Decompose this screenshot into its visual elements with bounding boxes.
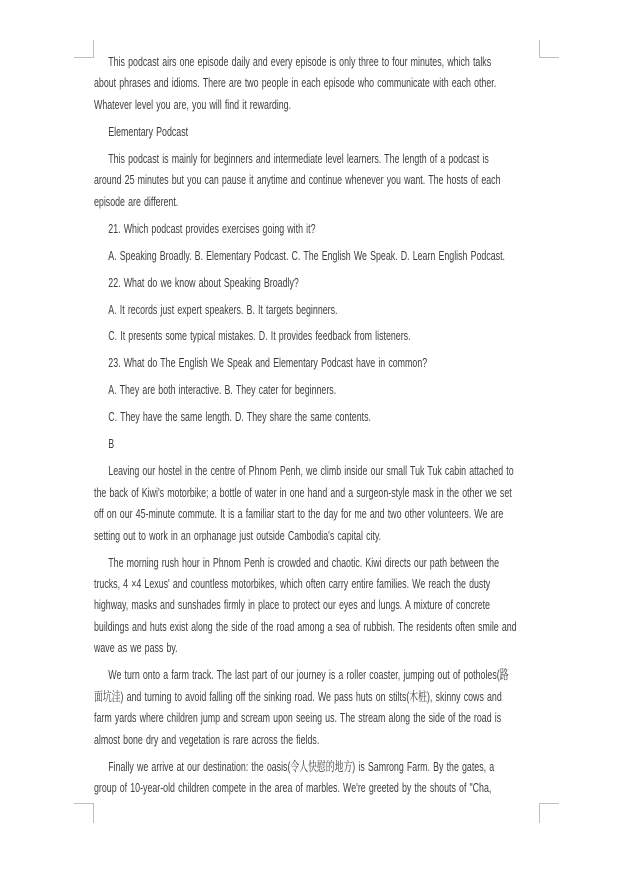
paragraph <box>94 379 556 400</box>
text-line: 21. Which podcast provides exercises going with it? <box>108 220 316 236</box>
text-line: about phrases and idioms. There are two people in each episode who communicate with each other. <box>94 75 497 91</box>
text-line: This podcast is mainly for beginners and intermediate level learners. The length of a podcast is <box>108 150 489 166</box>
paragraph <box>94 460 556 546</box>
text-line: 23. What do The English We Speak and Elementary Podcast have in common? <box>108 355 428 371</box>
paragraph <box>94 325 556 346</box>
text-line: C. They have the same length. D. They share the same contents. <box>108 409 371 425</box>
text-line: Leaving our hostel in the centre of Phnom Penh, we climb inside our small Tuk Tuk cabin attached to <box>108 463 514 479</box>
text-line: The morning rush hour in Phnom Penh is crowded and chaotic. Kiwi directs our path between the <box>108 554 500 570</box>
text-line: 面坑洼) and turning to avoid falling off the sinking road. We pass huts on stilts(木桩), skinny cows and <box>94 688 502 704</box>
paragraph <box>94 121 556 142</box>
text-line: Whatever level you are, you will find it rewarding. <box>94 96 292 112</box>
text-line: Finally we arrive at our destination: the oasis(令人快慰的地方) is Samrong Farm. By the gates, a <box>108 758 495 774</box>
text-line: A. They are both interactive. B. They cater for beginners. <box>108 382 337 398</box>
text-line: farm yards where children jump and scream upon seeing us. The stream along the side of the road is <box>94 710 502 726</box>
text-line: C. It presents some typical mistakes. D. It provides feedback from listeners. <box>108 328 411 344</box>
text-line: setting out to work in an orphanage just outside Cambodia's capital city. <box>94 527 382 543</box>
paragraph <box>94 272 556 293</box>
text-line: the back of Kiwi's motorbike; a bottle of water in one hand and a surgeon-style mask in the other we set <box>94 484 512 500</box>
text-line: trucks, 4 ×4 Lexus' and countless motorbikes, which often carry entire families. We reach the dusty <box>94 576 491 592</box>
text-line: episode are different. <box>94 193 179 209</box>
paragraph <box>94 245 556 266</box>
paragraph <box>94 552 556 659</box>
paragraph <box>94 148 556 212</box>
text-line: wave as we pass by. <box>94 640 178 656</box>
paragraph <box>94 756 556 799</box>
text-line: almost bone dry and vegetation is rare across the fields. <box>94 731 320 747</box>
text-line: We turn onto a farm track. The last part of our journey is a roller coaster, jumping out of potholes(路 <box>108 667 509 683</box>
paragraph <box>94 51 556 115</box>
paragraph <box>94 352 556 373</box>
margin-crop-mark-bottom-left <box>74 803 94 823</box>
margin-crop-mark-top-left <box>74 40 94 58</box>
text-line: buildings and huts exist along the side of the road among a sea of rubbish. The residents often smile and <box>94 618 517 634</box>
margin-crop-mark-bottom-right <box>539 803 559 823</box>
text-line: 22. What do we know about Speaking Broadly? <box>108 274 299 290</box>
text-line: A. Speaking Broadly. B. Elementary Podcast. C. The English We Speak. D. Learn English Podcast. <box>108 247 506 263</box>
text-line: Elementary Podcast <box>108 123 189 139</box>
text-line: This podcast airs one episode daily and every episode is only three to four minutes, which talks <box>108 54 492 69</box>
paragraph <box>94 664 556 750</box>
text-line: highway, masks and sunshades firmly in place to protect our eyes and lungs. A mixture of concrete <box>94 597 490 613</box>
text-line: off on our 45-minute commute. It is a familiar start to the day for me and two other volunteers. We are <box>94 506 504 522</box>
text-line: B <box>108 436 115 452</box>
paragraph <box>94 433 556 454</box>
text-line: A. It records just expert speakers. B. It targets beginners. <box>108 301 338 317</box>
text-line: around 25 minutes but you can pause it anytime and continue whenever you want. The hosts of each <box>94 172 501 188</box>
text-line: group of 10-year-old children compete in the area of marbles. We're greeted by the shouts of "Cha, <box>94 780 492 796</box>
page-text <box>94 51 556 804</box>
paragraph <box>94 218 556 239</box>
paragraph <box>94 406 556 427</box>
paragraph <box>94 299 556 320</box>
